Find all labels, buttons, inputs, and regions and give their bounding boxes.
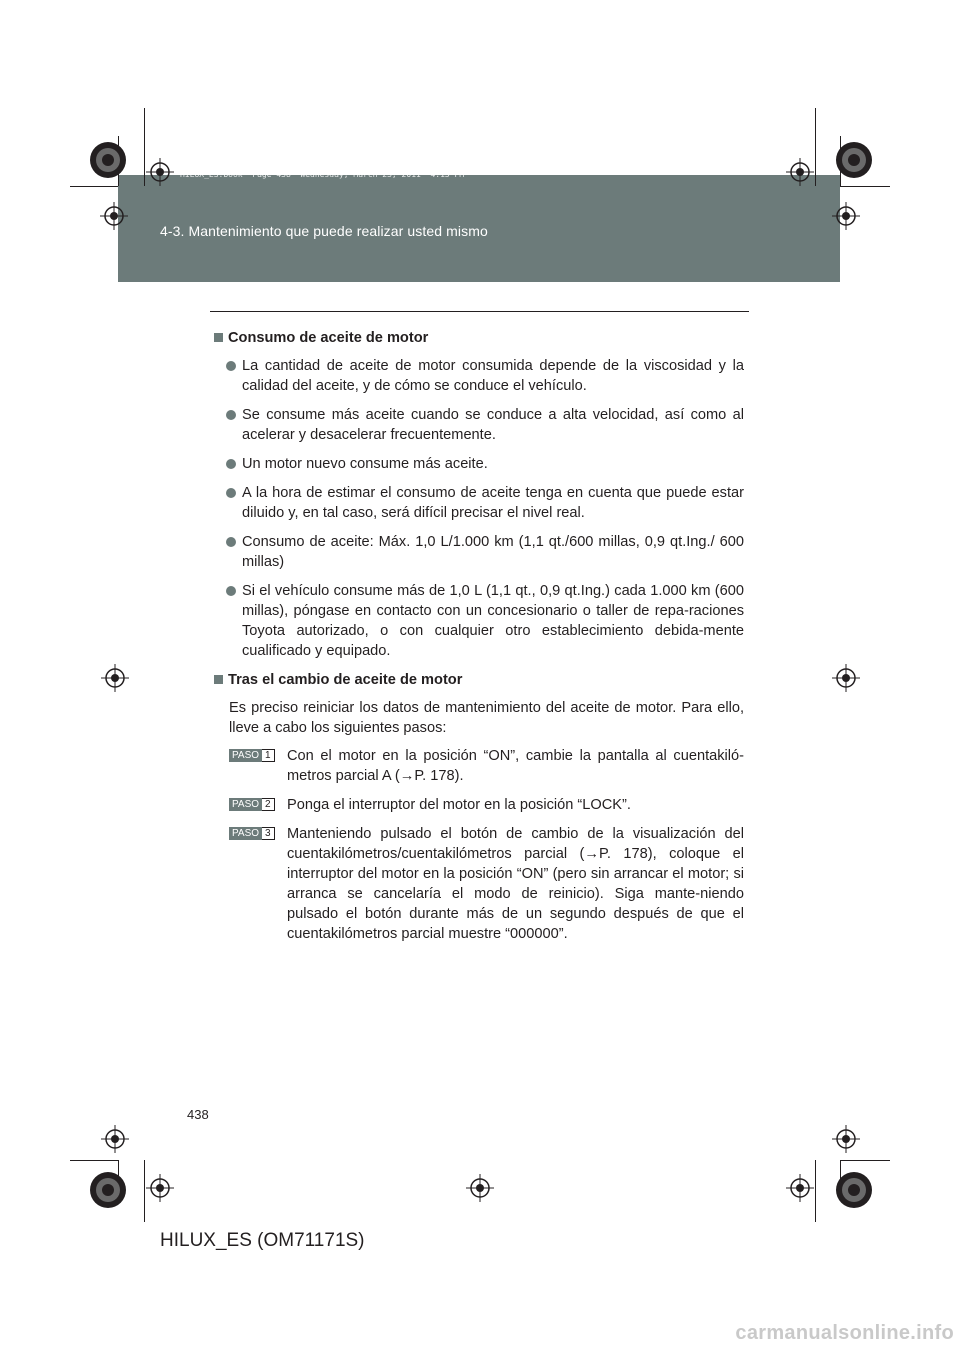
list-item: Se consume más aceite cuando se conduce a alta velocidad, así como al acelerar y desacelerar frecuentemente. xyxy=(214,405,744,445)
crop-mark xyxy=(144,108,145,186)
page-content xyxy=(214,328,744,953)
watermark: carmanualsonline.info xyxy=(735,1322,954,1344)
crop-mark xyxy=(840,186,890,187)
registration-mark-icon xyxy=(101,1125,129,1153)
bullet-dot-icon xyxy=(226,537,236,547)
step-badge: PASO 2 xyxy=(229,798,275,811)
step-badge: PASO 1 xyxy=(229,749,275,762)
registration-mark-icon xyxy=(146,158,174,186)
registration-mark-icon xyxy=(786,158,814,186)
registration-mark-icon xyxy=(832,1125,860,1153)
square-bullet-icon xyxy=(214,675,223,684)
crop-mark xyxy=(144,1160,145,1222)
registration-mark-icon xyxy=(101,664,129,692)
print-target-icon xyxy=(834,1170,874,1210)
crop-mark xyxy=(70,186,118,187)
list-item: Un motor nuevo consume más aceite. xyxy=(214,454,744,474)
print-target-icon xyxy=(88,1170,128,1210)
registration-mark-icon xyxy=(832,202,860,230)
crop-mark xyxy=(70,1160,118,1161)
crop-mark xyxy=(840,1160,890,1161)
print-target-icon xyxy=(88,140,128,180)
step-badge: PASO 3 xyxy=(229,827,275,840)
bullet-dot-icon xyxy=(226,488,236,498)
page-number: 438 xyxy=(187,1107,209,1122)
crop-mark xyxy=(815,108,816,186)
bullet-dot-icon xyxy=(226,586,236,596)
step-item: PASO 2 Ponga el interruptor del motor en la posición “LOCK”. xyxy=(214,795,744,815)
registration-mark-icon xyxy=(466,1174,494,1202)
bullet-dot-icon xyxy=(226,361,236,371)
section-heading: Tras el cambio de aceite de motor xyxy=(214,670,744,690)
crop-mark xyxy=(815,1160,816,1222)
list-item: La cantidad de aceite de motor consumida depende de la viscosidad y la calidad del aceite, y de cómo se conduce el vehículo. xyxy=(214,356,744,396)
square-bullet-icon xyxy=(214,333,223,342)
registration-mark-icon xyxy=(146,1174,174,1202)
section-title: 4-3. Mantenimiento que puede realizar usted mismo xyxy=(160,223,488,239)
bullet-dot-icon xyxy=(226,410,236,420)
registration-mark-icon xyxy=(832,664,860,692)
bullet-dot-icon xyxy=(226,459,236,469)
book-stamp: HILUX_ES.book Page 438 Wednesday, March 23, 2011 4:15 PM xyxy=(180,170,465,179)
step-item: PASO 3 Manteniendo pulsado el botón de cambio de la visualización del cuentakilómetros/cuentakilómetros parcial (→P. 178), coloque el interruptor del motor en la posición “ON” (pero sin arrancar el motor; si arranca se cancelaría el modo de reinicio). Siga mante-niendo pulsado el botón durante más de un segundo después de que el cuentakilómetros parcial muestre “000000”. xyxy=(214,824,744,944)
document-code: HILUX_ES (OM71171S) xyxy=(160,1230,365,1251)
list-item: Si el vehículo consume más de 1,0 L (1,1 qt., 0,9 qt.Ing.) cada 1.000 km (600 millas), póngase en contacto con un concesionario o taller de repa-raciones Toyota autorizado, o con cualquier otro establecimiento debida-mente cualificado y equipado. xyxy=(214,581,744,661)
registration-mark-icon xyxy=(100,202,128,230)
section-heading: Consumo de aceite de motor xyxy=(214,328,744,348)
list-item: A la hora de estimar el consumo de aceite tenga en cuenta que puede estar diluido y, en tal caso, será difícil precisar el nivel real. xyxy=(214,483,744,523)
print-target-icon xyxy=(834,140,874,180)
intro-paragraph: Es preciso reiniciar los datos de mantenimiento del aceite de motor. Para ello, lleve a cabo los siguientes pasos: xyxy=(229,700,744,736)
step-item: PASO 1 Con el motor en la posición “ON”, cambie la pantalla al cuentakiló-metros parcial A (→P. 178). xyxy=(214,746,744,786)
list-item: Consumo de aceite: Máx. 1,0 L/1.000 km (1,1 qt./600 millas, 0,9 qt.Ing./ 600 millas) xyxy=(214,532,744,572)
divider xyxy=(210,311,749,312)
registration-mark-icon xyxy=(786,1174,814,1202)
